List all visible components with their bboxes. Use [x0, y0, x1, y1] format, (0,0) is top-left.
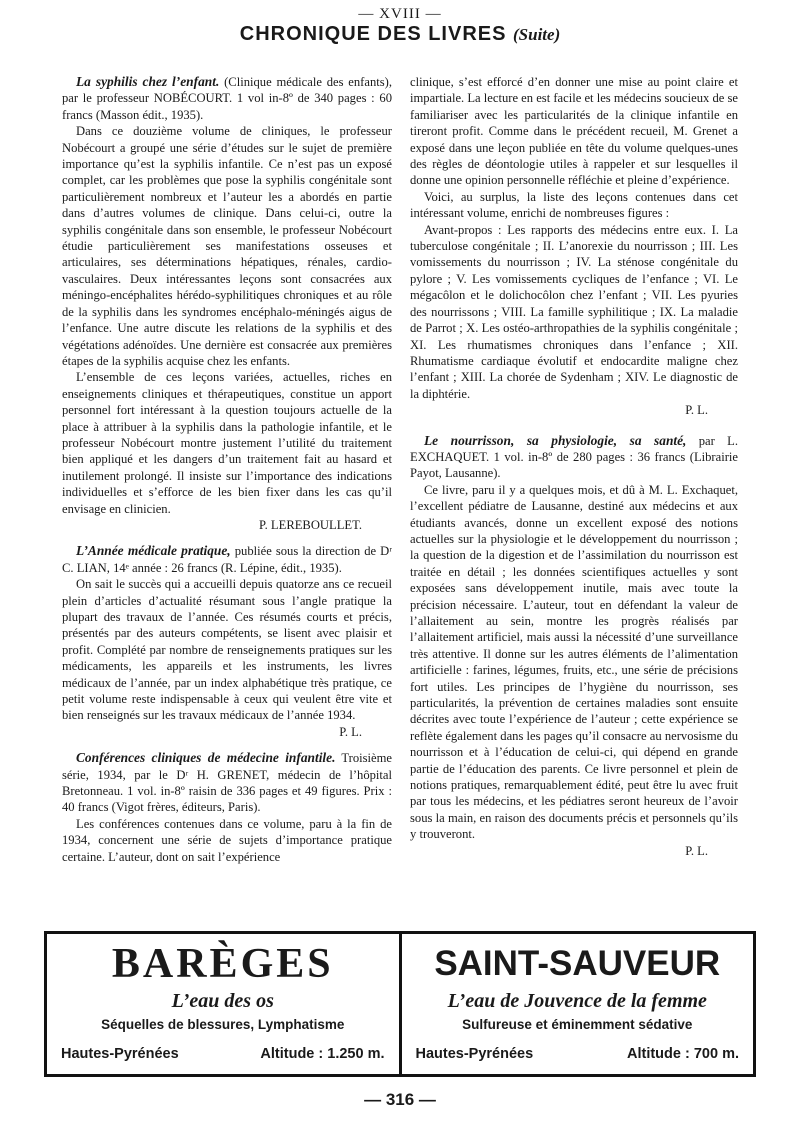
section-title: [0, 23, 800, 46]
ad-saint-sauveur: [399, 934, 754, 1074]
ad-place: Hautes-Pyrénées: [61, 1046, 179, 1062]
ad-place: Hautes-Pyrénées: [415, 1046, 534, 1062]
review-signature: P. L.: [339, 724, 362, 739]
ad-name: BARÈGES: [111, 941, 334, 987]
ad-indications: Séquelles de blessures, Lymphatisme: [101, 1017, 345, 1032]
page-number: — 316 —: [364, 1090, 436, 1109]
review-paragraph: Dans ce douzième volume de cliniques, le professeur Nobécourt a groupé une série d’études sur le sujet de première importance qu’est la syphilis infantile. Ce n’est pas un exposé complet, car les problèmes que pose la syphilis congénitale sont particulièrement nombreux et l’auteur les a abordés en partie dans d’autres volumes de clinique. Dans celui-ci, outre la syphilis congénitale dans son ensemble, le professeur Nobécourt étudie particulièrement ses manifestations osseuses et articulaires, ses déterminations hépatiques, rénales, cardio-vasculaires. Deux intéressantes leçons sont consacrées aux méningo-encéphalites hérédo-syphilitiques chroniques et au rôle de la syphilis dans les syndromes encéphalo-méningés aigus de l’enfance. Une autre discute les relations de la syphilis et des végétations adénoïdes. Une dernière est consacrée aux premières étapes de la syphilis acquise chez les enfants.: [62, 124, 392, 368]
section-title-text: CHRONIQUE DES LIVRES: [239, 23, 507, 45]
review-heading: [62, 750, 392, 816]
review-heading: [62, 543, 392, 576]
roman-folio: — XVIII —: [358, 6, 442, 22]
review-paragraph: Ce livre, paru il y a quelques mois, et dû à M. L. Exchaquet, l’excellent pédiatre de Lausanne, destiné aux médecins et aux étudiants avancés, donne un excellent exposé des notions actuelles sur la physiologie et le développement du nourrisson ; la question de la digestion et de l’assimilation du nourrisson est traitée en détail ; les données scientifiques actuelles y sont exposées sans développement inutile, mais avec toute la précision nécessaire. L’auteur, tout en défendant la valeur de l’allaitement au sein, montre les progrès réalisés par l’allaitement artificiel, mais aussi la nécessité d’une surveillance très attentive. Il donne sur les autres éléments de l’alimentation artificielle : farines, légumes, fruits, etc., une série de précisions fort utiles. Les principes de l’hygiène du nourrisson, ses particularités, la prévention de certaines maladies sont ensuite décrites avec toute l’expérience de l’auteur ; cette expérience se reflète également dans les pages qu’il consacre au nervosisme du nourrisson et à l’éducation de celui-ci, qui dépend en grande partie de l’éducation des parents. Ce livre personnel et plein de notions pratiques, remarquablement édité, peut être lu avec fruit par tous les médecins, et les pédiatres seront heureux de l’avoir sous la main, en raison des documents précis et personnels qu’ils y trouveront.: [410, 482, 738, 842]
review-signature: P. L.: [685, 403, 708, 418]
ad-name: SAINT-SAUVEUR: [434, 944, 721, 983]
review-paragraph: Les conférences contenues dans ce volume, paru à la fin de 1934, concernent une série de sujets d’importance pratique certaine. L’auteur, dont on sait l’expérience: [62, 816, 392, 864]
review-paragraph: clinique, s’est efforcé d’en donner une mise au point claire et impartiale. La lecture en est facile et les médecins soucieux de se familiariser avec les particularités de la clinique infantile en tireront profit. Comme dans le précédent recueil, M. Grenet a exposé dans une leçon publiée en tête du volume quelques-unes des règles de déontologie utiles à rappeler et sur lesquelles il donne une opinion personnelle réfléchie et pleine d’expérience.: [410, 75, 738, 188]
review-conferences: [62, 750, 392, 865]
book-details: Troisième série, 1934, par le Dʳ H. GRENET, médecin de l’hôpital Bretonneau. 1 vol. in-8º raisin de 336 pages et 49 figures. Prix : 40 francs (Vigot frères, éditeurs, Paris).: [62, 751, 393, 815]
review-conferences-continued: [410, 74, 738, 419]
ad-footer: [416, 1046, 740, 1062]
book-title: La syphilis chez l’enfant.: [76, 74, 220, 89]
ad-slogan: L’eau de Jouvence de la femme: [447, 990, 707, 1012]
ad-altitude: Altitude : 1.250 m.: [260, 1046, 385, 1062]
review-paragraph: Voici, au surplus, la liste des leçons contenues dans cet intéressant volume, enrichi de nombreuses figures :: [410, 189, 738, 221]
ad-slogan: L’eau des os: [171, 990, 274, 1012]
review-signature: P. LEREBOULLET.: [259, 517, 362, 532]
advertisement-banner: [44, 931, 756, 1077]
page-header: [0, 6, 800, 46]
book-title: Conférences cliniques de médecine infantile.: [76, 750, 336, 766]
review-signature: P. L.: [685, 843, 708, 858]
right-column: [410, 74, 738, 869]
section-title-suffix: (Suite): [513, 25, 561, 44]
review-annee-medicale: [62, 543, 392, 740]
review-heading: [410, 433, 738, 482]
book-title: Le nourrisson, sa physiologie, sa santé,: [424, 432, 687, 448]
lesson-list: Avant-propos : Les rapports des médecins entre eux. I. La tuberculose congénitale ; II. L’anorexie du nourrisson ; III. Les vomissements du nourrisson ; IV. La sténose congénitale du pylore ; V. Les vomissements cycliques de l’enfance ; VI. Le mégacôlon et le dolichocôlon chez l’enfant ; VII. Les pyuries des nourrissons ; VIII. La famille syphilitique ; IX. La maladie de Parrot ; X. Les ostéo-arthropathies de la syphilis congénitale ; XI. Les rhumatismes chroniques dans l’enfance ; XII. Rhumatisme cardiaque évolutif et endocardite maligne chez l’enfant ; XIII. La chorée de Sydenham ; XIV. Le diagnostic de la diphtérie.: [410, 222, 738, 401]
left-column: [62, 74, 392, 875]
book-details: publiée sous la direction de Dʳ C. LIAN, 14ᵉ année : 26 francs (R. Lépine, édit., 1935).: [62, 544, 392, 575]
book-title: L’Année médicale pratique,: [76, 543, 231, 559]
review-nourrisson: [410, 433, 738, 860]
review-paragraph: L’ensemble de ces leçons variées, actuelles, riches en enseignements cliniques et thérapeutiques, constitue un apport personnel fort intéressant à la question toujours actuelle de la place à attribuer à la syphilis dans la pathologie infantile, et le professeur Nobécourt montre justement l’utilité du traitement bien appliqué et les dangers d’un traitement fait au hasard et inutilement prolongé. Il insiste sur l’importance des indications individuelles et s’efforce de les bien fixer dans les cas qu’il envisage en clinicien.: [62, 370, 392, 516]
review-heading: [62, 74, 392, 123]
book-details: (Clinique médicale des enfants), par le professeur NOBÉCOURT. 1 vol in-8º de 340 pages : 60 francs (Masson édit., 1935).: [62, 75, 393, 122]
book-details: par L. EXCHAQUET. 1 vol. in-8º de 280 pages : 36 francs (Librairie Payot, Lausanne).: [410, 433, 738, 481]
ad-altitude: Altitude : 700 m.: [627, 1046, 739, 1062]
ad-footer: [61, 1046, 385, 1062]
review-paragraph: On sait le succès qui a accueilli depuis quatorze ans ce recueil plein d’articles d’actualité résumant sous l’angle pratique la plupart des travaux de l’année. Ces résumés courts et précis, présentés par des auteurs compétents, se lisent avec plaisir et profit. Complété par nombre de renseignements pratiques sur les médicaments, les appareils et les instruments, les livres médicaux de l’année, par un index alphabétique très pratique, ce petit volume reste indispensable à ceux qui veulent être vite et bien renseignés sur les travaux médicaux de l’année 1934.: [62, 577, 392, 723]
ad-indications: Sulfureuse et éminemment sédative: [462, 1017, 693, 1032]
ad-bareges: [47, 934, 399, 1074]
review-syphilis: [62, 74, 392, 533]
